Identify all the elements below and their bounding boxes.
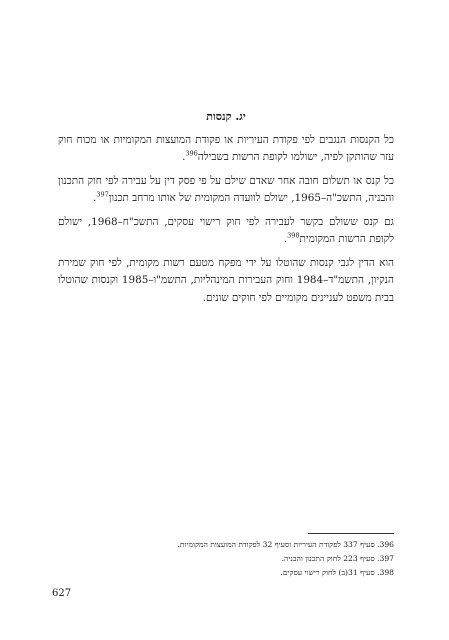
footnote-reference[interactable]: 398 (287, 231, 300, 240)
paragraph-text: כל קנס או תשלום חובה אחר שאדם שילם על פי פסק דין על עבירה לפי חוק התכנון והבניה, התשכ"ה–1965, ישולם לוועדה המקומית של אותו מרחב תכנון (58, 174, 394, 204)
paragraph-1 (58, 132, 394, 167)
paragraph-tail: . (93, 192, 97, 204)
paragraph-tail: . (182, 151, 186, 163)
paragraph-text: כל הקנסות הנגבים לפי פקודת העיריות או פקודת המועצות המקומיות או מכוח חוק עזר שהותקן לפיה, ישולמו לקופת הרשות בשבילה (58, 133, 394, 163)
footnote-398: 398. סעיף 31(ב) לחוק רישוי עסקים. (280, 568, 394, 577)
footnote-divider (308, 533, 394, 534)
paragraph-2 (58, 173, 394, 208)
footnote-397: 397. סעיף 223 לחוק התכנון והבניה. (281, 554, 394, 563)
footnote-396: 396. סעיף 337 לפקודת העיריות וסעיף 32 לפקודת המועצות המקומיות. (177, 540, 394, 549)
paragraph-4 (58, 255, 394, 308)
section-heading: יג. קנסות (206, 110, 246, 123)
main-content (58, 108, 394, 313)
footnotes (58, 533, 394, 580)
paragraph-3 (58, 214, 394, 249)
footnote-reference[interactable]: 397 (96, 190, 109, 199)
paragraph-text: הוא הדין לגבי קנסות שהוטלו על ידי מפקח מטעם רשות מקומית, לפי חוק שמירת הנקיון, התשמ"ד–1984 וחוק העבירות המינהליות, התשמ"ו–1985 וקנסות שהוטלו בבית משפט לעניינים מקומיים לפי חוקים שונים. (58, 256, 394, 304)
paragraph-tail: . (283, 233, 288, 245)
footnote-reference[interactable]: 396 (185, 149, 198, 158)
paragraph-text: גם קנס ששולם בקשר לעבירה לפי חוק רישוי עסקים, התשכ"ח–1968, ישולם לקופת הרשות המקומית (58, 215, 394, 245)
page-number: 627 (52, 588, 72, 599)
